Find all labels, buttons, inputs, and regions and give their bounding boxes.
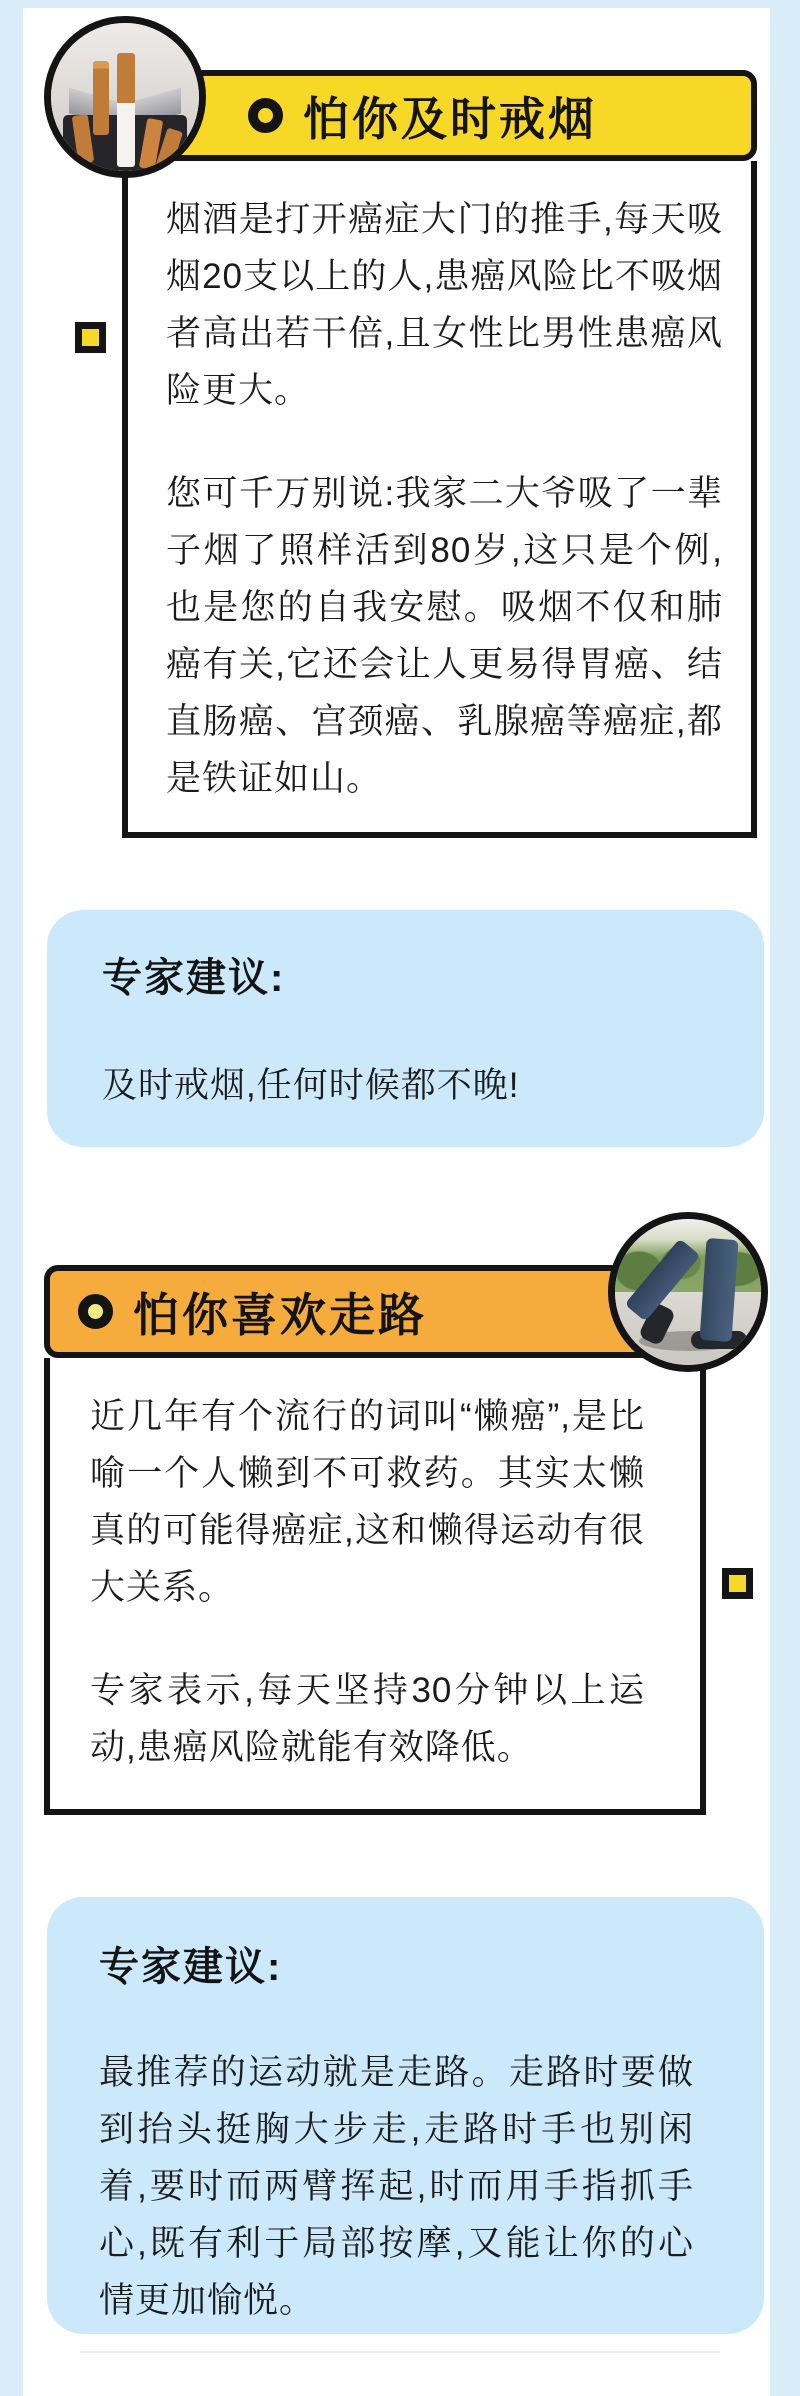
section2-title: 怕你喜欢走路 [133,1288,427,1341]
advice-text: 最推荐的运动就是走路。走路时要做到抬头挺胸大步走,走路时手也别闲着,要时而两臂挥起,时而用手指抓手心,既有利于局部按摩,又能让你的心情更加愉悦。 [99,2053,694,2320]
section2-expert-advice-card [47,1897,764,2334]
section1-text-box [122,161,757,838]
paragraph: 专家表示,每天坚持30分钟以上运动,患癌风险就能有效降低。 [90,1671,645,1767]
content-panel [23,8,770,2396]
cigarette [93,61,109,135]
section1-title: 怕你及时戒烟 [303,92,597,145]
paragraph: 烟酒是打开癌症大门的推手,每天吸烟20支以上的人,患癌风险比不吸烟者高出若干倍,且女性比男性患癌风险更大。 [166,200,723,410]
advice-heading: 专家建议: [102,956,286,1000]
walking-photo [608,1212,768,1372]
advice-heading: 专家建议: [99,1945,283,1989]
yellow-square-decoration [75,322,106,353]
section1-banner [140,70,757,161]
cigarettes-photo [44,16,206,178]
section1-expert-advice-card [47,910,764,1147]
advice-text: 及时戒烟,任何时候都不晚! [102,1066,520,1105]
yellow-square-decoration [722,1568,753,1599]
bottom-divider [80,2351,720,2353]
cigarette [117,53,135,167]
section2-banner [44,1265,700,1358]
ring-icon [248,98,283,133]
ring-icon [78,1294,113,1329]
paragraph: 近几年有个流行的词叫“懒癌”,是比喻一个人懒到不可救药。其实太懒真的可能得癌症,这和懒得运动有很大关系。 [90,1397,645,1607]
paragraph: 您可千万别说:我家二大爷吸了一辈子烟了照样活到80岁,这只是个例,也是您的自我安慰。吸烟不仅和肺癌有关,它还会让人更易得胃癌、结直肠癌、宫颈癌、乳腺癌等癌症,都是铁证如山。 [166,474,723,798]
section2-text-box [44,1358,706,1815]
